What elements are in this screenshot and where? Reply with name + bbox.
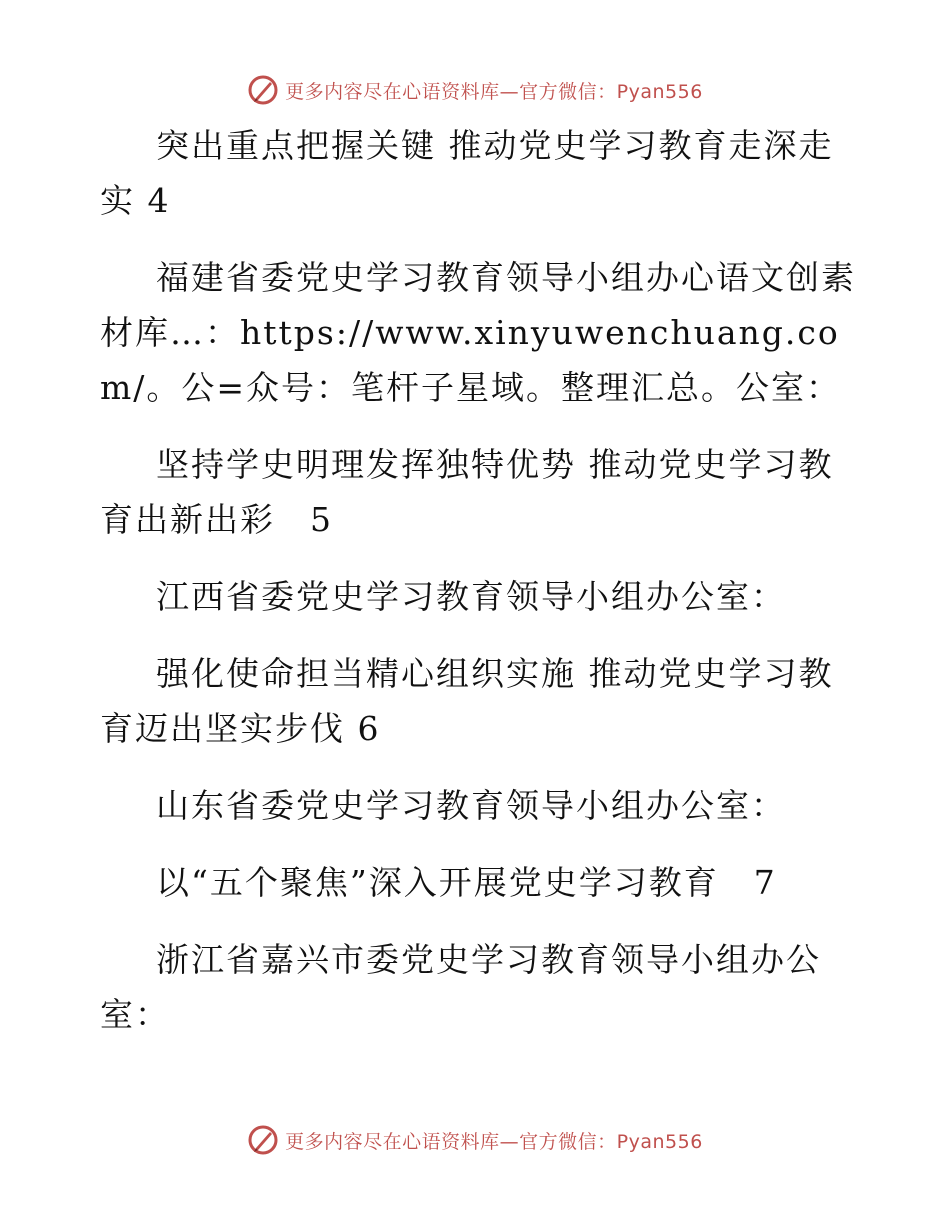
paragraph: 以“五个聚焦”深入开展党史学习教育 7 — [156, 863, 777, 902]
paragraph: 浙江省嘉兴市委党史学习教育领导小组办公室： — [100, 940, 821, 1034]
paragraph: 强化使命担当精心组织实施 推动党史学习教育迈出坚实步伐 6 — [100, 654, 834, 748]
footer-banner — [0, 1120, 950, 1160]
quill-logo-icon — [247, 1124, 279, 1156]
paragraph: 山东省委党史学习教育领导小组办公室： — [156, 786, 786, 825]
footer-banner-text: 更多内容尽在心语资料库—官方微信：Pyan556 — [285, 1130, 703, 1153]
header-banner — [0, 70, 950, 110]
document-body — [100, 118, 860, 1064]
paragraph: 突出重点把握关键 推动党史学习教育走深走实 4 — [100, 126, 834, 220]
header-banner-text: 更多内容尽在心语资料库—官方微信：Pyan556 — [285, 80, 703, 103]
quill-logo-icon — [247, 74, 279, 106]
paragraph: 坚持学史明理发挥独特优势 推动党史学习教育出新出彩 5 — [100, 445, 834, 539]
paragraph: 福建省委党史学习教育领导小组办心语文创素材库…：https://www.xinyuwenchuang.com/。公=众号：笔杆子星域。整理汇总。公室： — [100, 258, 856, 407]
paragraph: 江西省委党史学习教育领导小组办公室： — [156, 577, 786, 616]
